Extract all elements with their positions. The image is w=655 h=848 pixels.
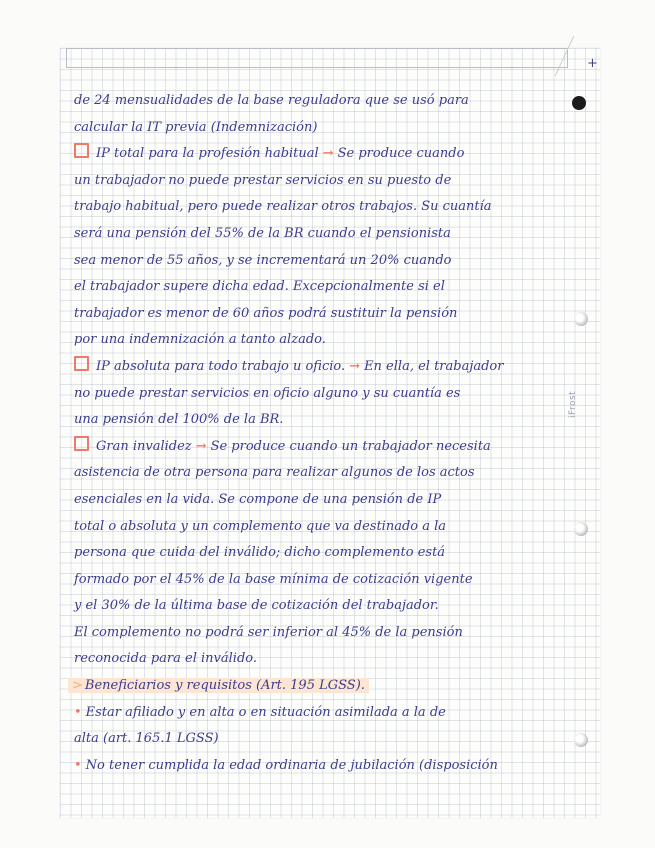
text-line — [74, 514, 574, 541]
text-line — [74, 460, 574, 487]
item-title: IP total para la profesión habitual — [96, 146, 319, 162]
line-text: el trabajador supere dicha edad. Excepcionalmente si el — [74, 279, 445, 295]
binder-hole-icon — [572, 96, 586, 110]
text-line — [74, 540, 574, 567]
binder-hole-icon — [574, 522, 588, 536]
text-line — [74, 593, 574, 620]
heading-marker-icon: > — [72, 678, 83, 694]
line-text: no puede prestar servicios en oficio alguno y su cuantía es — [74, 385, 461, 401]
line-text: sea menor de 55 años, y se incrementará un 20% cuando — [74, 252, 452, 268]
bullet-text: Estar afiliado y en alta o en situación asimilada a la de — [85, 704, 446, 720]
text-line — [74, 567, 574, 594]
line-text: total o absoluta y un complemento que va destinado a la — [74, 518, 447, 534]
text-line — [74, 646, 574, 673]
text-line — [74, 700, 574, 727]
text-line — [74, 753, 574, 780]
line-text: por una indemnización a tanto alzado. — [74, 332, 326, 348]
text-line — [74, 620, 574, 647]
checkbox-icon — [74, 436, 89, 451]
text-line — [74, 487, 574, 514]
arrow-icon: → — [322, 146, 334, 162]
corner-mark: + — [587, 56, 598, 71]
text-line — [74, 726, 574, 753]
binder-hole-icon — [574, 312, 588, 326]
item-text: Se produce cuando un trabajador necesita — [210, 438, 491, 454]
text-line — [74, 301, 574, 328]
text-line — [74, 274, 574, 301]
line-text: una pensión del 100% de la BR. — [74, 412, 284, 428]
text-line — [74, 221, 574, 248]
section-heading — [68, 678, 369, 693]
line-text: trabajador es menor de 60 años podrá sustituir la pensión — [74, 305, 458, 321]
text-line — [74, 407, 574, 434]
text-line — [74, 194, 574, 221]
line-text: El complemento no podrá ser inferior al 45% de la pensión — [74, 624, 463, 640]
text-line — [74, 168, 574, 195]
bullet-text: No tener cumplida la edad ordinaria de jubilación (disposición — [85, 757, 498, 773]
item-text: Se produce cuando — [337, 146, 465, 162]
line-text: un trabajador no puede prestar servicios en su puesto de — [74, 172, 452, 188]
text-line — [74, 88, 574, 115]
line-text: de 24 mensualidades de la base reguladora que se usó para — [74, 93, 469, 108]
arrow-icon: → — [349, 358, 361, 374]
section-heading-text: Beneficiarios y requisitos (Art. 195 LGSS). — [84, 678, 365, 694]
text-line — [74, 673, 574, 700]
line-text: persona que cuida del inválido; dicho complemento está — [74, 545, 446, 561]
line-text: formado por el 45% de la base mínima de cotización vigente — [74, 571, 473, 587]
arrow-icon: → — [195, 438, 207, 454]
text-line — [74, 327, 574, 354]
item-title: IP absoluta para todo trabajo u oficio. — [96, 358, 346, 374]
text-line — [74, 115, 574, 142]
paper-brand-label: iFrost — [568, 390, 578, 418]
binder-hole-icon — [574, 733, 588, 747]
line-text: será una pensión del 55% de la BR cuando el pensionista — [74, 225, 451, 241]
line-text: asistencia de otra persona para realizar algunos de los actos — [74, 465, 475, 481]
handwritten-notes — [74, 88, 574, 779]
line-text: alta (art. 165.1 LGSS) — [74, 731, 219, 747]
line-text: esenciales en la vida. Se compone de una pensión de IP — [74, 491, 442, 507]
line-text: calcular la IT previa (Indemnización) — [74, 119, 318, 135]
text-line — [74, 141, 574, 168]
checkbox-icon — [74, 143, 89, 158]
text-line — [74, 354, 574, 381]
bullet-icon: • — [74, 704, 82, 720]
line-text: y el 30% de la última base de cotización del trabajador. — [74, 598, 439, 614]
item-title: Gran invalidez — [96, 438, 192, 454]
item-text: En ella, el trabajador — [364, 358, 504, 374]
line-text: trabajo habitual, pero puede realizar otros trabajos. Su cuantía — [74, 199, 492, 215]
text-line — [74, 381, 574, 408]
header-box — [66, 48, 568, 68]
text-line — [74, 248, 574, 275]
checkbox-icon — [74, 356, 89, 371]
line-text: reconocida para el inválido. — [74, 651, 258, 667]
text-line — [74, 434, 574, 461]
bullet-icon: • — [74, 757, 82, 773]
